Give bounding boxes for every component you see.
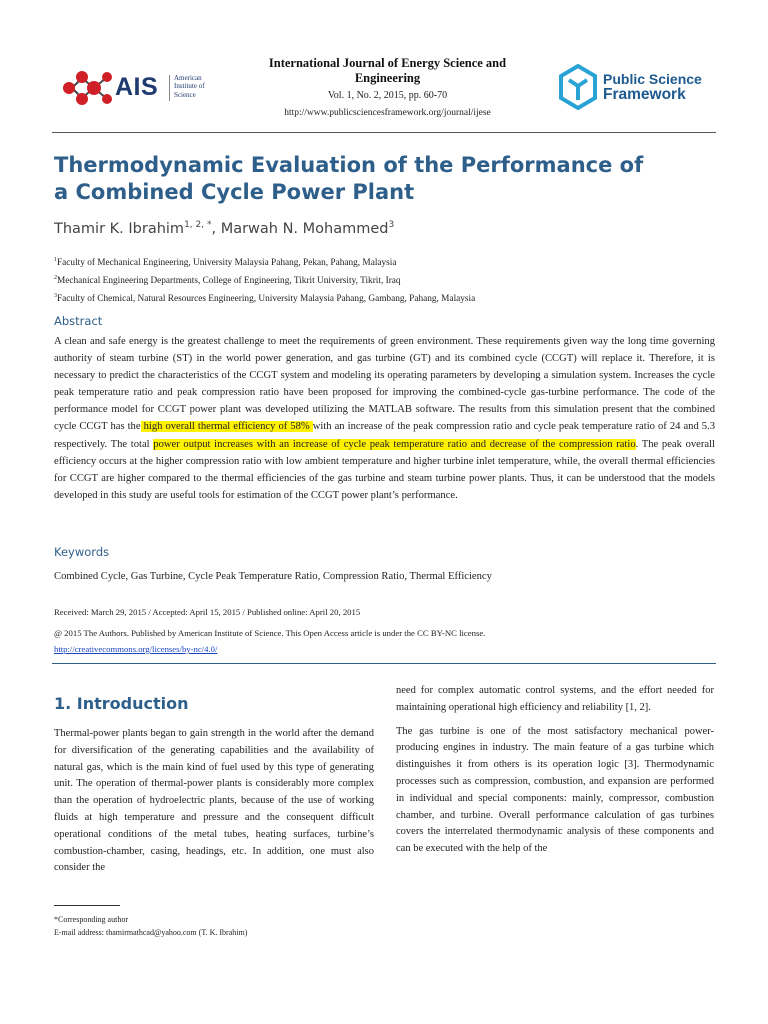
highlighted-text: high overall thermal efficiency of 58% <box>140 421 313 433</box>
keywords-heading: Keywords <box>54 545 110 559</box>
affiliation-text: Mechanical Engineering Departments, College of Engineering, Tikrit University, Tikrit, Iraq <box>57 276 401 287</box>
abstract-text: A clean and safe energy is the greatest challenge to meet the requirements of green environment. These requirements given way the long time governing authority of steam turbine (ST) in the world power generation, and gas turbine (GT) and its combined cycle (CCGT) will replace it. Therefore, it is necessary to predict the characteristics of the CCGT system and modeling its operating parameters by developing a simulation system. Increases the cycle peak temperature ratio and peak compression ratio have been proposed for improving the combined-cycle gas-turbine performance. The code of the performance model for CCGT power plant was developed utilizing the MATLAB software. The results from this simulation present that the combined cycle CCGT has the <box>54 336 715 433</box>
journal-title-line-2: Engineering <box>354 71 421 85</box>
ais-sub-line-2: Institute of <box>174 82 205 91</box>
corresponding-email: E-mail address: thamirmathcad@yahoo.com (T. K. Ibrahim) <box>54 928 248 937</box>
author-list <box>54 220 394 237</box>
psf-line-1: Public Science <box>603 71 702 87</box>
affiliation-number: 1 <box>54 257 57 263</box>
title-line-1: Thermodynamic Evaluation of the Performance of <box>54 153 644 177</box>
license-link[interactable]: http://creativecommons.org/licenses/by-nc/4.0/ <box>54 644 218 654</box>
corresponding-author-note: *Corresponding author <box>54 915 128 924</box>
psf-line-2: Framework <box>603 86 686 103</box>
ais-logo-text: AIS <box>115 73 159 101</box>
affiliation <box>54 271 734 289</box>
keywords-list: Combined Cycle, Gas Turbine, Cycle Peak Temperature Ratio, Compression Ratio, Thermal Efficiency <box>54 571 492 582</box>
abstract-text: . The peak overall efficiency occurs at the higher compression ratio with low ambient temperature and higher turbine inlet temperature, while, the overall thermal efficiencies for CCGT are higher compared to the thermal efficiencies of the gas turbine and steam turbine power plants. Thus, it can be understood that the models developed in this study are useful tools for estimation of the CCGT power plant’s performance. <box>54 438 715 501</box>
author-separator: , <box>211 220 221 237</box>
psf-logo <box>558 64 718 114</box>
paper-title <box>54 152 724 206</box>
body-paragraph: Thermal-power plants began to gain strength in the world after the demand for diversification of the generating capabilities and the availability of natural gas, which is the main kind of fuel used by this type of generating unit. The operation of thermal-power plants is considerably more complex than the operation of hydroelectric plants, because of the use of working fluids at high temperature and pressure and the consequent difficult operational conditions of the metal tubes, heating surfaces, turbine’s combustion-chamber, casing, headings, etc. In addition, one must also consider the <box>54 728 374 874</box>
body-paragraph: The gas turbine is one of the most satisfactory mechanical power-producing engines in industry. The main feature of a gas turbine which distinguishes it from others is its operation logic [3]. Thermodynamic processes such as compression, combustion, and expansion are performed in individual and special components: mainly, compressor, combustion chamber, and turbine. Overall performance calculation of gas turbines covers the interrelated thermodynamic analysis of these components and can be executed with the help of the <box>396 725 714 855</box>
title-line-2: a Combined Cycle Power Plant <box>54 180 415 204</box>
author-name: Thamir K. Ibrahim <box>54 220 185 237</box>
license-statement: @ 2015 The Authors. Published by American Institute of Science. This Open Access article is under the CC BY-NC license. <box>54 628 486 638</box>
journal-title-line-1: International Journal of Energy Science and <box>268 56 507 70</box>
highlighted-text: power output increases with an increase of cycle peak temperature ratio and decrease of the compression ratio <box>153 438 636 450</box>
author-affiliation-marker: 1, 2, * <box>184 220 212 230</box>
affiliation <box>54 253 734 271</box>
affiliations <box>54 253 734 307</box>
ais-sub-line-1: American <box>174 74 202 82</box>
ais-logo-divider <box>169 75 170 101</box>
author-name: Marwah N. Mohammed <box>220 220 389 237</box>
ais-sub-line-3: Science <box>174 90 196 99</box>
ais-logo-subtitle <box>174 74 222 99</box>
volume-info: Vol. 1, No. 2, 2015, pp. 60-70 <box>327 90 448 101</box>
affiliation-text: Faculty of Mechanical Engineering, University Malaysia Pahang, Pekan, Pahang, Malaysia <box>57 258 397 269</box>
introduction-heading: 1. Introduction <box>54 694 189 713</box>
author-affiliation-marker: 3 <box>388 220 395 230</box>
journal-title <box>230 56 545 86</box>
ais-logo <box>60 66 220 112</box>
affiliation-number: 2 <box>54 275 57 282</box>
affiliation-text: Faculty of Chemical, Natural Resources Engineering, University Malaysia Pahang, Gambang, Pahang, Malaysia <box>57 294 476 305</box>
header-divider <box>52 132 716 133</box>
right-column <box>396 683 714 858</box>
abstract-text: with an increase of the peak compression ratio and cycle peak temperature ratio of 24 and 5.3 respectively. The total <box>54 421 716 450</box>
section-divider <box>52 663 716 664</box>
affiliation-number: 3 <box>54 293 57 300</box>
footnote-divider <box>54 905 120 906</box>
abstract-heading: Abstract <box>54 314 103 328</box>
journal-url[interactable]: http://www.publicsciencesframework.org/journal/ijese <box>284 108 491 118</box>
journal-header <box>230 56 545 119</box>
footnote <box>54 913 247 939</box>
molecule-icon <box>60 68 116 108</box>
body-paragraph: need for complex automatic control systems, and the effort needed for maintaining operational high efficiency and reliability [1, 2]. <box>396 685 714 713</box>
hexagon-logo-icon <box>558 64 598 110</box>
psf-logo-text <box>603 72 702 102</box>
left-column <box>54 726 374 877</box>
publication-dates: Received: March 29, 2015 / Accepted: April 15, 2015 / Published online: April 20, 2015 <box>54 607 361 617</box>
affiliation <box>54 289 734 307</box>
abstract-body <box>54 333 715 504</box>
